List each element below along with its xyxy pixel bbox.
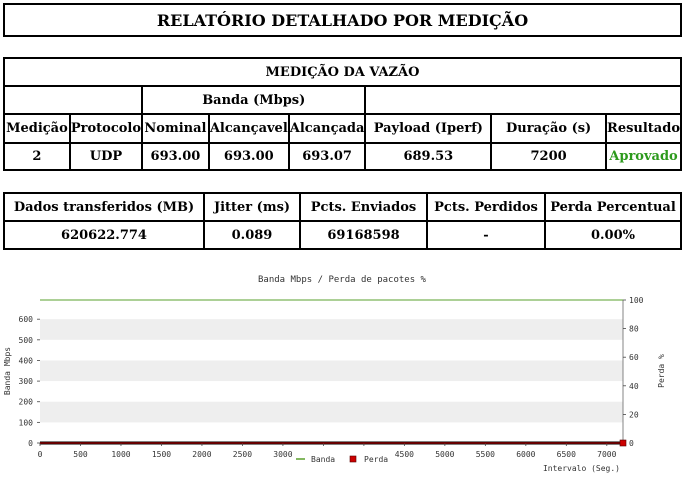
y-tick-label: 300 — [18, 377, 33, 387]
blank-header-cell — [365, 86, 681, 114]
x-tick-label: 1500 — [151, 450, 172, 459]
value-jitter: 0.089 — [204, 221, 300, 249]
header-protocolo: Protocolo — [70, 114, 142, 143]
y-tick-label: 400 — [18, 356, 33, 366]
x-tick-label: 7000 — [597, 450, 617, 459]
y2-tick-label: 20 — [629, 410, 639, 420]
y-tick-label: 200 — [18, 397, 33, 407]
measurement-table — [3, 57, 682, 171]
y-axis-ticks — [19, 315, 40, 448]
y-tick-label: 100 — [18, 418, 33, 428]
value-duracao: 7200 — [491, 143, 606, 170]
header-alcancavel: Alcançavel — [209, 114, 289, 143]
value-perda: 0.00% — [545, 221, 681, 249]
section-title: MEDIÇÃO DA VAZÃO — [4, 58, 681, 86]
x-tick-label: 1000 — [111, 450, 131, 459]
value-alcancada: 693.07 — [289, 143, 366, 170]
header-perda: Perda Percentual — [545, 193, 681, 221]
chart-title: Banda Mbps / Perda de pacotes % — [258, 275, 426, 285]
y2-tick-label: 100 — [629, 296, 644, 305]
value-medicao: 2 — [4, 143, 70, 170]
header-resultado: Resultado — [606, 114, 681, 143]
value-payload: 689.53 — [365, 143, 491, 170]
grid-band — [40, 319, 623, 340]
y2-axis-label: Perda % — [657, 354, 666, 388]
header-jitter: Jitter (ms) — [204, 193, 300, 221]
x-tick-label: 5000 — [435, 450, 455, 459]
grid-bands — [40, 319, 623, 422]
series-point-perda — [620, 440, 626, 446]
band-group-header: Banda (Mbps) — [142, 86, 365, 114]
value-perdidos: - — [427, 221, 545, 249]
header-perdidos: Pcts. Perdidos — [427, 193, 545, 221]
y-axis-label: Banda Mbps — [3, 346, 12, 396]
legend-perda-label: Perda — [364, 455, 389, 464]
blank-header-cell — [4, 86, 142, 114]
status-badge: Aprovado — [606, 143, 681, 170]
value-nominal: 693.00 — [142, 143, 209, 170]
x-tick-label: 3000 — [273, 450, 293, 459]
header-duracao: Duração (s) — [491, 114, 606, 143]
value-enviados: 69168598 — [300, 221, 427, 249]
header-dados: Dados transferidos (MB) — [4, 193, 204, 221]
header-alcancada: Alcançada — [289, 114, 366, 143]
legend-perda-swatch — [350, 456, 356, 462]
chart-legend — [296, 455, 388, 464]
bandwidth-loss-chart — [0, 256, 685, 486]
y2-tick-label: 80 — [629, 324, 639, 334]
header-enviados: Pcts. Enviados — [300, 193, 427, 221]
stats-table — [3, 192, 682, 250]
value-protocolo: UDP — [70, 143, 142, 170]
x-tick-label: 6500 — [556, 450, 576, 459]
header-payload: Payload (Iperf) — [365, 114, 491, 143]
header-medicao: Medição — [4, 114, 70, 143]
x-tick-label: 4500 — [394, 450, 415, 459]
header-nominal: Nominal — [142, 114, 209, 143]
page-title: RELATÓRIO DETALHADO POR MEDIÇÃO — [3, 3, 682, 37]
y2-tick-label: 60 — [629, 353, 639, 363]
x-tick-label: 2000 — [192, 450, 212, 459]
value-dados: 620622.774 — [4, 221, 204, 249]
x-tick-label: 6000 — [516, 450, 536, 459]
y-tick-label: 600 — [18, 315, 33, 325]
y2-tick-label: 40 — [629, 381, 639, 391]
legend-banda-label: Banda — [311, 455, 336, 464]
x-axis-label: Intervalo (Seg.) — [542, 464, 620, 473]
grid-band — [40, 402, 623, 423]
y2-tick-label: 0 — [629, 439, 634, 448]
grid-band — [40, 360, 623, 381]
y-tick-label: 0 — [28, 439, 33, 448]
x-tick-label: 0 — [37, 450, 43, 459]
y-tick-label: 500 — [18, 335, 33, 345]
x-tick-label: 5500 — [475, 450, 495, 459]
value-alcancavel: 693.00 — [209, 143, 289, 170]
y2-axis-ticks — [623, 296, 644, 448]
x-tick-label: 2500 — [232, 450, 253, 459]
x-tick-label: 500 — [73, 450, 88, 459]
